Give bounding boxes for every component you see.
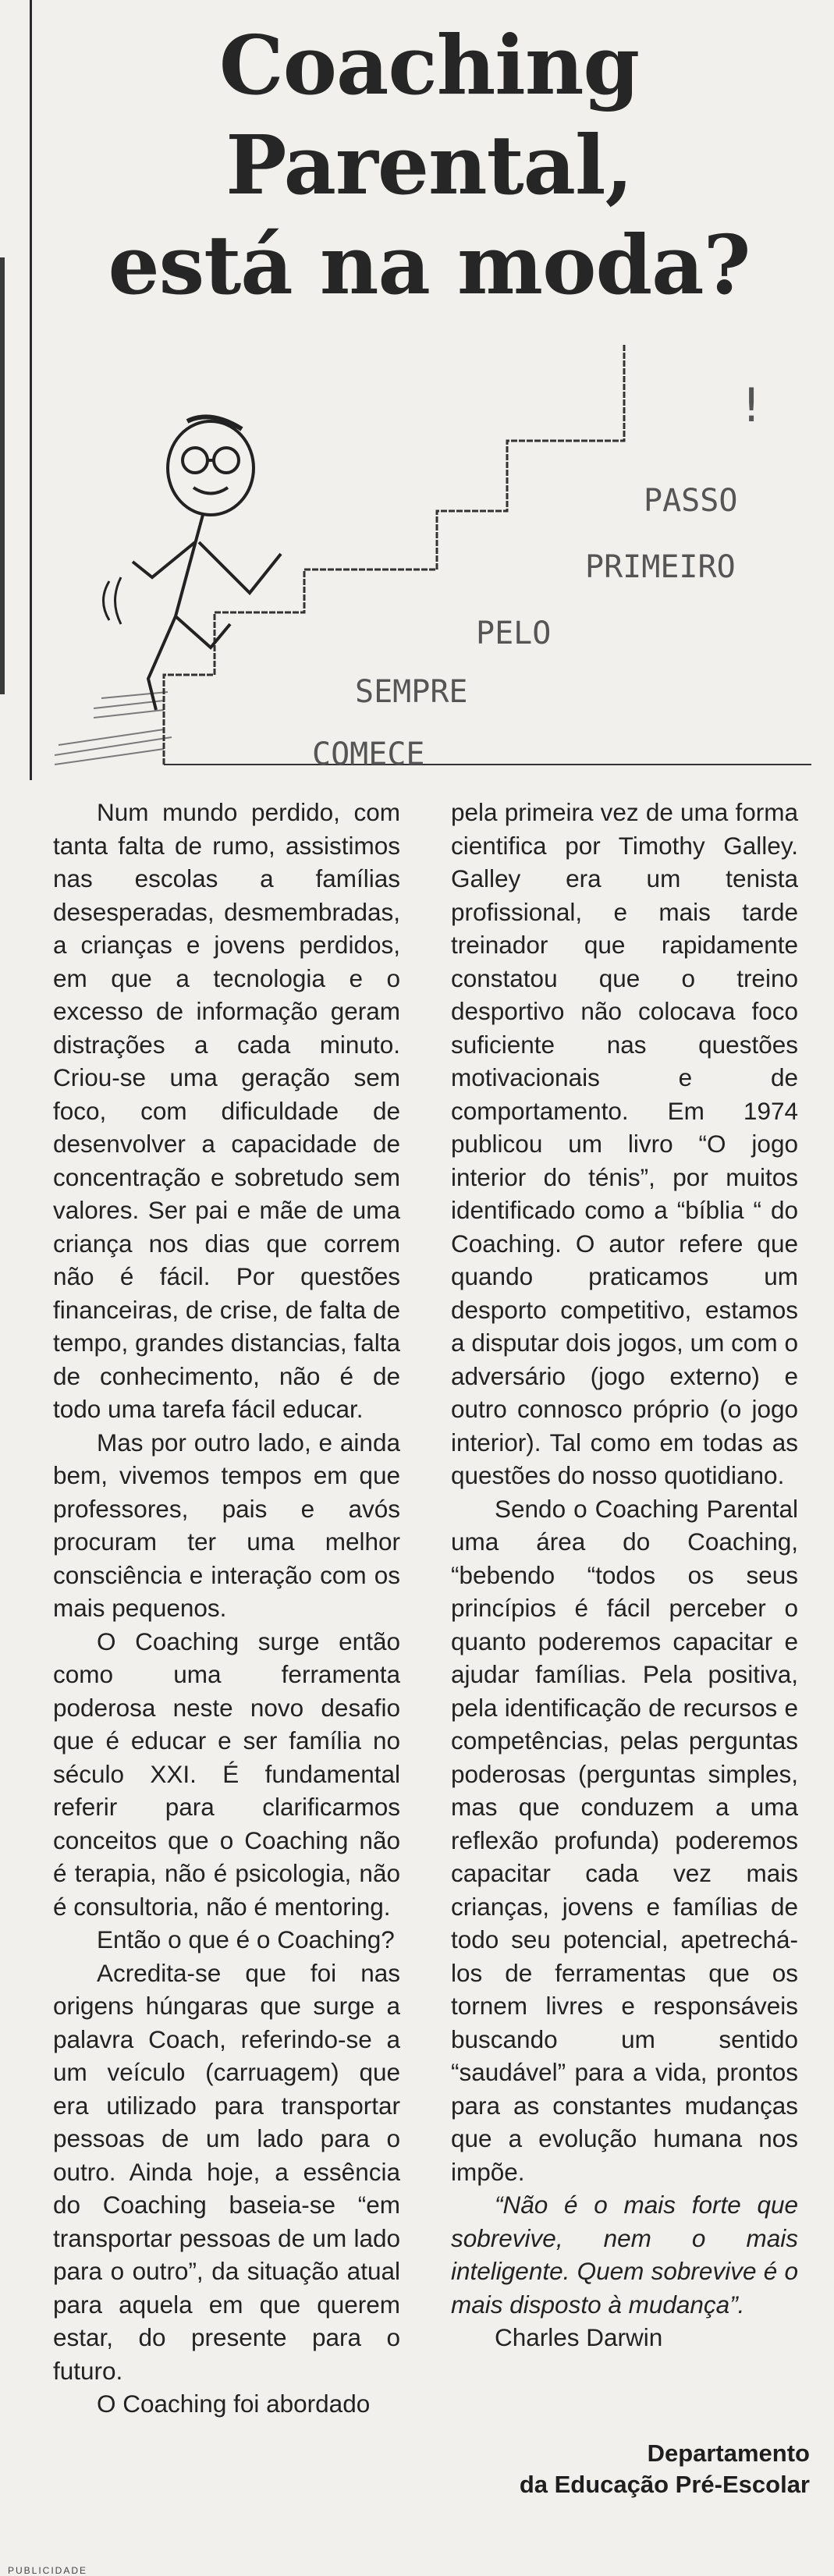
paragraph: Então o que é o Coaching? (97, 1925, 395, 1953)
darwin-quote: “Não é o mais forte que sobrevive, nem o mais inteligente. Quem sobrevive é o mais disposto à mudança”. (451, 2191, 798, 2319)
page-edge-mark (0, 257, 5, 694)
paragraph: O Coaching foi abordado (97, 2390, 371, 2418)
step-label: PASSO (644, 483, 738, 519)
article-signature (437, 2438, 810, 2500)
staircase-illustration (47, 343, 819, 780)
title-line: Coaching (218, 17, 640, 113)
quote-author: Charles Darwin (495, 2323, 663, 2351)
column-rule (30, 0, 32, 780)
step-label: COMECE (312, 736, 425, 772)
signature-line: Departamento (647, 2439, 810, 2467)
paragraph: Sendo o Coaching Parental uma área do Coaching, “bebendo “todos os seus princípios é fácil perceber o quanto poderemos capacitar e ajudar famílias. Pela positiva, pela identificação de recursos e competências, pelas perguntas poderosas (perguntas simples, mas que conduzem a uma reflexão profunda) poderemos capacitar cada vez mais crianças, jovens e famílias de todo seu potencial, apetrechá-los de ferramentas que os tornem livres e responsáveis buscando um sentido “saudável” para a vida, prontos para as constantes mudanças que a evolução humana nos impõe. (451, 1494, 798, 2186)
article-column-left (53, 796, 400, 2421)
paragraph: Num mundo perdido, com tanta falta de rumo, assistimos nas escolas a famílias desesperadas, desmembradas, a crianças e jovens perdidos, em que a tecnologia e o excesso de informação geram distrações a cada minuto. Criou-se uma geração sem foco, com dificuldade de desenvolver a capacidade de concentração e sobretudo sem valores. Ser pai e mãe de uma criança nos dias que correm não é fácil. Por questões financeiras, de crise, de falta de tempo, grandes distancias, falta de conhecimento, não é de todo uma tarefa fácil educar. (53, 798, 400, 1423)
paragraph: Mas por outro lado, e ainda bem, vivemos tempos em que professores, pais e avós procuram ter uma melhor consciência e interação com os mais pequenos. (53, 1428, 400, 1622)
step-label: PRIMEIRO (585, 549, 736, 585)
paragraph: Acredita-se que foi nas origens húngaras que surge a palavra Coach, referindo-se a um veículo (carruagem) que era utilizado para transportar pessoas de um lado para o outro. Ainda hoje, a essência do Coaching baseia-se “em transportar pessoas de um lado para o outro”, da situação atual para aquela em que querem estar, do presente para o futuro. (53, 1958, 400, 2385)
stick-figure-stairs-drawing (47, 343, 819, 780)
paragraph: O Coaching surge então como uma ferramenta poderosa neste novo desafio que é educar e ser família no século XXI. É fundamental referir para clarificarmos conceitos que o Coaching não é terapia, não é psicologia, não é consultoria, não é mentoring. (53, 1627, 400, 1921)
title-line: está na moda? (108, 217, 751, 313)
step-label: SEMPRE (355, 674, 468, 710)
article-column-right (451, 796, 798, 2354)
paragraph: pela primeira vez de uma forma cientifica por Timothy Galley. Galley era um tenista profissional, e mais tarde treinador que rapidamente constatou que o treino desportivo não colocava foco suficiente nas questões motivacionais e de comportamento. Em 1974 publicou um livro “O jogo interior do ténis”, por muitos identificado como a “bíblia “ do Coaching. O autor refere que quando praticamos um desporto competitivo, estamos a disputar dois jogos, um com o adversário (jogo externo) e outro connosco próprio (o jogo interior). Tal como em todas as questões do nosso quotidiano. (451, 798, 798, 1489)
exclamation-mark: ! (737, 378, 766, 433)
stick-figure (104, 417, 282, 710)
step-label: PELO (476, 616, 552, 651)
title-line: Parental, (225, 117, 633, 213)
signature-line: da Educação Pré-Escolar (519, 2471, 810, 2498)
article-title (47, 16, 811, 315)
footer-label: PUBLICIDADE (8, 2565, 88, 2576)
